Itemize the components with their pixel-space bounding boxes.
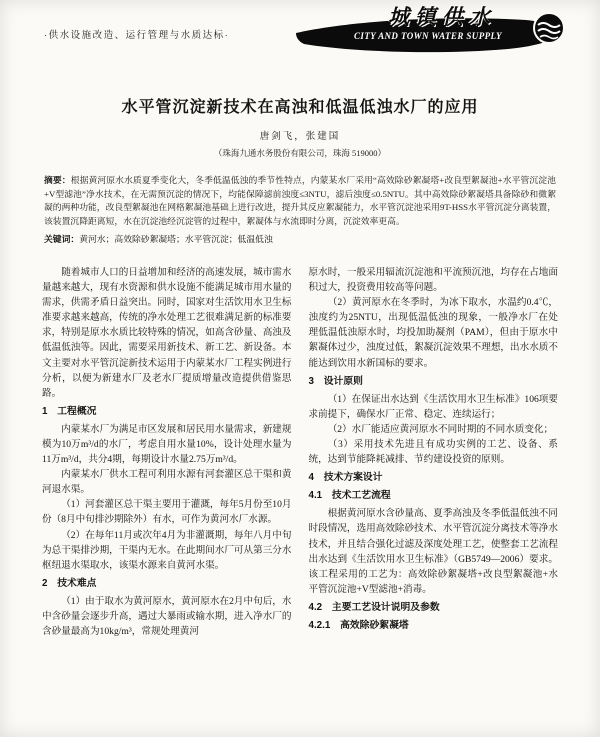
section-heading: 4.1 技术工艺流程 <box>308 490 391 502</box>
paragraph: （1）由于取水为黄河原水，黄河原水在2月中旬后，水中含砂量会逐步升高，遇过大暴雨或输水期，进入净水厂的含砂量最高为10kg/m³，常规处理黄河 <box>42 595 292 638</box>
abstract-block <box>44 174 556 228</box>
section-heading: 2 技术难点 <box>42 577 97 589</box>
left-column <box>42 265 292 639</box>
right-column <box>309 265 559 639</box>
paragraph: （1）河套灌区总干渠主要用于灌溉，每年5月份至10月份（8月中旬排沙期除外）有水，可作为黄河水厂水源。 <box>42 499 292 526</box>
paragraph: （2）在每年11月或次年4月为非灌溉期，每年八月中旬为总干渠排沙期，干渠内无水。在此期间水厂可从第三分水枢纽退水渠取水，该渠水源来自黄河水渠。 <box>42 529 292 571</box>
abstract-text: 根据黄河原水水质夏季变化大，冬季低温低浊的季节性特点，内蒙某水厂采用“高效除砂絮凝塔+改良型絮凝池+水平管沉淀池+V型滤池”净水技术，在无需预沉淀的情况下，均能保障滤前浊度≤3NTU，滤后浊度≤0.5NTU。其中高效除砂絮凝塔具备除砂和微絮凝的两种功能，改良型絮凝池在网格絮凝池基础上进行改进，提升其反应絮凝能力，水平管沉淀池采用9T-HSS水平管沉淀分离装置，该装置沉降距离短，水在沉淀池经沉淀管的过程中，絮凝体与水流即时分离，沉淀效率更高。 <box>44 175 556 226</box>
paragraph: 原水时，一般采用辐流沉淀池和平流预沉池，均存在占地面积过大，投资费用较高等问题。 <box>308 266 558 294</box>
journal-logo-chinese: 城镇供水 <box>388 4 496 29</box>
section-heading: 3 设计原则 <box>308 375 363 387</box>
paragraph: 内蒙某水厂供水工程可利用水源有河套灌区总干渠和黄河退水渠。 <box>42 469 292 496</box>
paragraph: （2）水厂能适应黄河原水不同时期的不同水质变化； <box>327 423 554 435</box>
paragraph: 根据黄河原水含砂量高、夏季高浊及冬季低温低浊不同时段情况，选用高效除砂技术、水平管沉淀分离技术等净水技术，并且结合强化过滤及深度处理工艺，使整套工艺流程出水达到《生活饮用水卫生标准》（GB5749—2006）要求。该工程采用的工艺为：高效除砂絮凝塔+改良型絮凝池+水平管沉淀池+V型滤池+消毒。 <box>308 508 558 595</box>
paragraph: （1）在保证出水达到《生活饮用水卫生标准》106项要求前提下，确保水厂正常、稳定、连续运行； <box>308 393 558 420</box>
abstract-label: 摘要： <box>44 175 71 185</box>
keywords-block <box>44 233 556 247</box>
journal-logo <box>294 1 566 57</box>
water-supply-emblem-icon <box>532 11 566 45</box>
article-body <box>42 265 558 639</box>
paragraph: 随着城市人口的日益增加和经济的高速发展，城市需水量越来越大，现有水资源和供水设施不能满足城市用水量的需求，供需矛盾日益突出。同时，国家对生活饮用水卫生标准要求越来越高，传统的净水处理工艺很难满足新的标准要求，特别是原水水质比较特殊的情况，如高含砂量、高浊及低温低浊等。因此，需要采用新技术、新工艺、新设备。本文主要对水平管沉淀新技术运用于内蒙某水厂工程实例进行分析，以便为新建水厂及老水厂提质增量改造提供借鉴思路。 <box>42 266 292 399</box>
article-title: 水平管沉淀新技术在高浊和低温低浊水厂的应用 <box>121 99 479 116</box>
section-heading: 4.2 主要工艺设计说明及参数 <box>308 601 440 613</box>
keywords-text: 黄河水；高效除砂絮凝塔；水平管沉淀；低温低浊 <box>79 234 273 245</box>
paragraph: （3）采用技术先进且有成功实例的工艺、设备、系统，达到节能降耗减排、节约建设投资的原则。 <box>308 439 558 466</box>
article-affiliation: （珠海九通水务股份有限公司，珠海 519000） <box>213 148 387 158</box>
page-header <box>0 0 600 60</box>
section-heading: 4 技术方案设计 <box>308 472 383 484</box>
article-authors: 唐剑飞，张建国 <box>259 132 341 142</box>
section-heading: 1 工程概况 <box>42 405 97 417</box>
keywords-label: 关键词： <box>44 234 80 245</box>
section-heading: 4.2.1 高效除砂絮凝塔 <box>308 620 409 632</box>
column-topic-text: ·供水设施改造、运行管理与水质达标· <box>44 30 230 41</box>
journal-logo-english: CITY AND TOWN WATER SUPPLY <box>354 31 502 41</box>
paragraph: 内蒙某水厂为满足市区发展和居民用水量需求，新建规模为10万m³/d的水厂，考虑自用水量10%，设计处理水量为11万m³/d，共分4期，每期设计水量2.75万m³/d。 <box>42 423 292 466</box>
paragraph: （2）黄河原水在冬季时，为冰下取水，水温约0.4℃，浊度约为25NTU，出现低温低浊的现象，一般净水厂在处理低温低浊原水时，均投加助凝剂（PAM），但由于原水中絮凝体过少，浊度过低，絮凝沉淀效果不理想，出水水质不能达到饮用水新国标的要求。 <box>308 297 558 369</box>
